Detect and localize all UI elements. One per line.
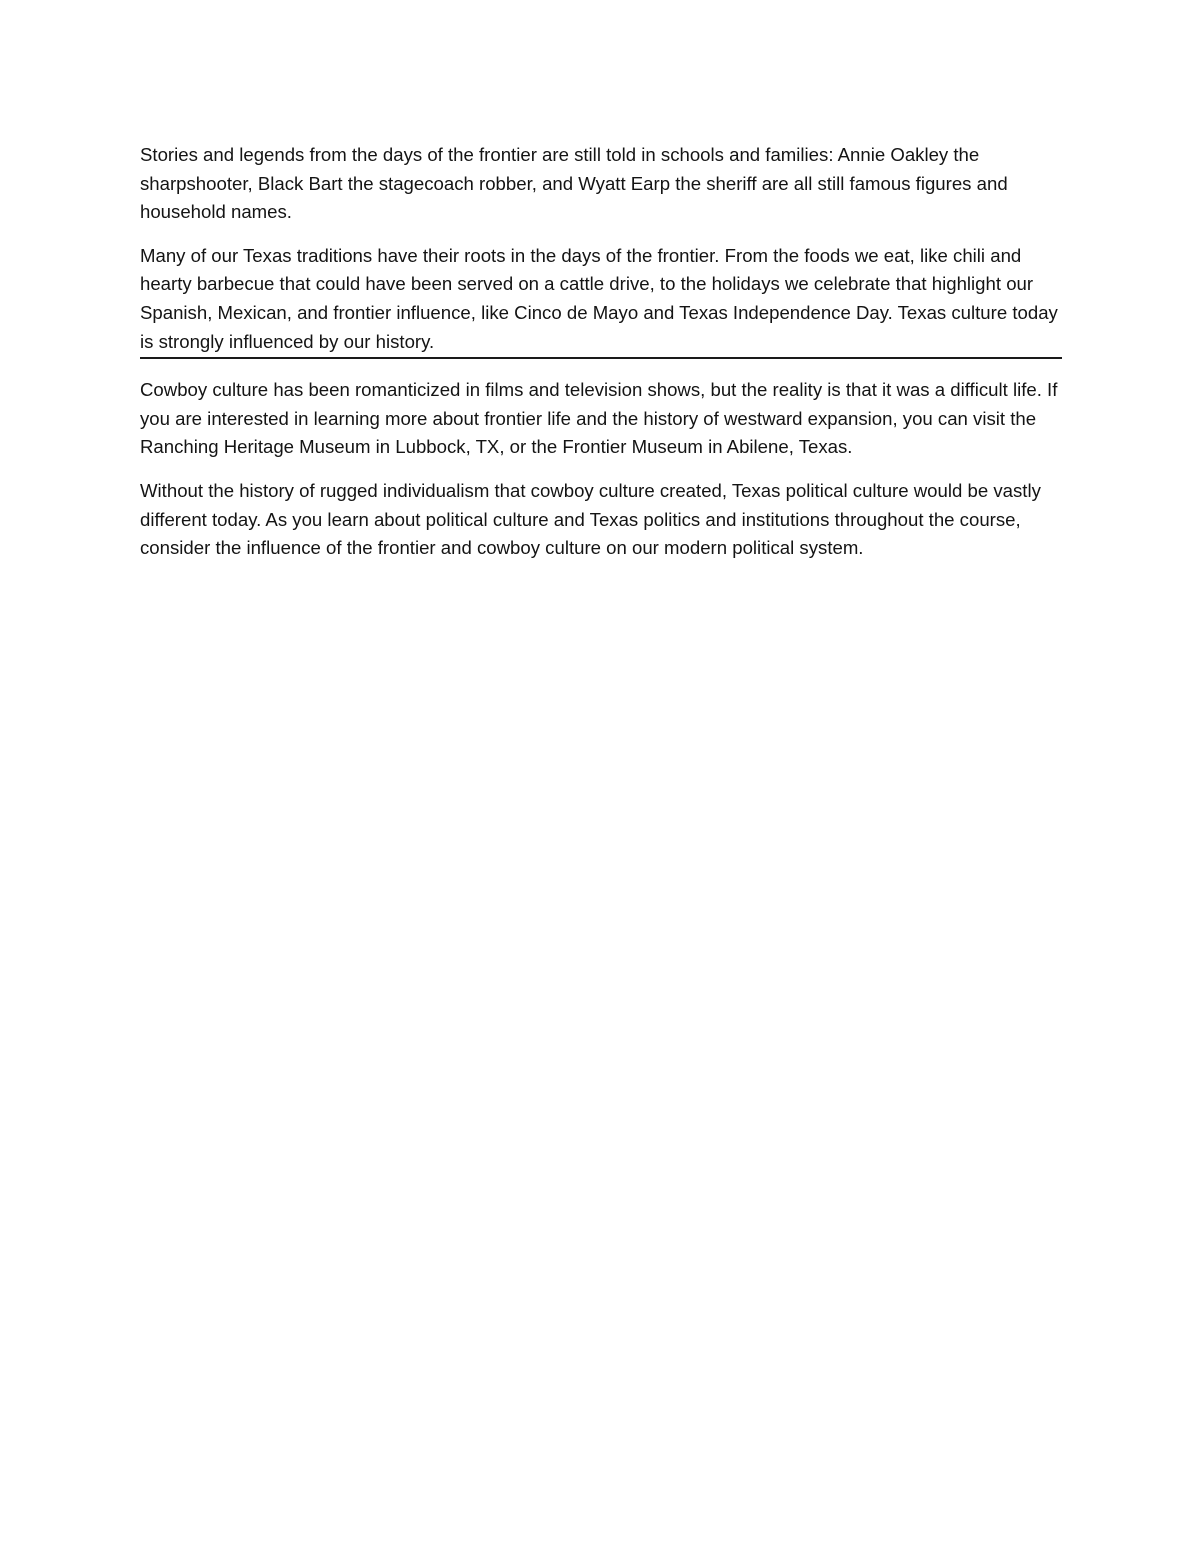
paragraph-rugged-individualism: Without the history of rugged individualism that cowboy culture created, Texas political culture would be vastly different today. As you learn about political culture and Texas politics and institutions throughout the course, consider the influence of the frontier and cowboy culture on our modern political system. [140,479,1041,559]
document-body [140,141,1062,578]
paragraph-frontier-legends: Stories and legends from the days of the frontier are still told in schools and families: Annie Oakley the sharpshooter, Black Bart the stagecoach robber, and Wyatt Earp the sheriff are all still famous figures and household names. [140,144,1008,223]
horizontal-rule [140,357,1062,359]
paragraph-cowboy-culture: Cowboy culture has been romanticized in films and television shows, but the reality is that it was a difficult life. If you are interested in learning more about frontier life and the history of westward expansion, you can visit the Ranching Heritage Museum in Lubbock, TX, or the Frontier Museum in Abilene, Texas. [140,379,1058,458]
paragraph-texas-traditions: Many of our Texas traditions have their roots in the days of the frontier. From the foods we eat, like chili and hearty barbecue that could have been served on a cattle drive, to the holidays we celebrate that highlight our Spanish, Mexican, and frontier influence, like Cinco de Mayo and Texas Independence Day. Texas culture today is strongly influenced by our history. [140,244,1058,352]
